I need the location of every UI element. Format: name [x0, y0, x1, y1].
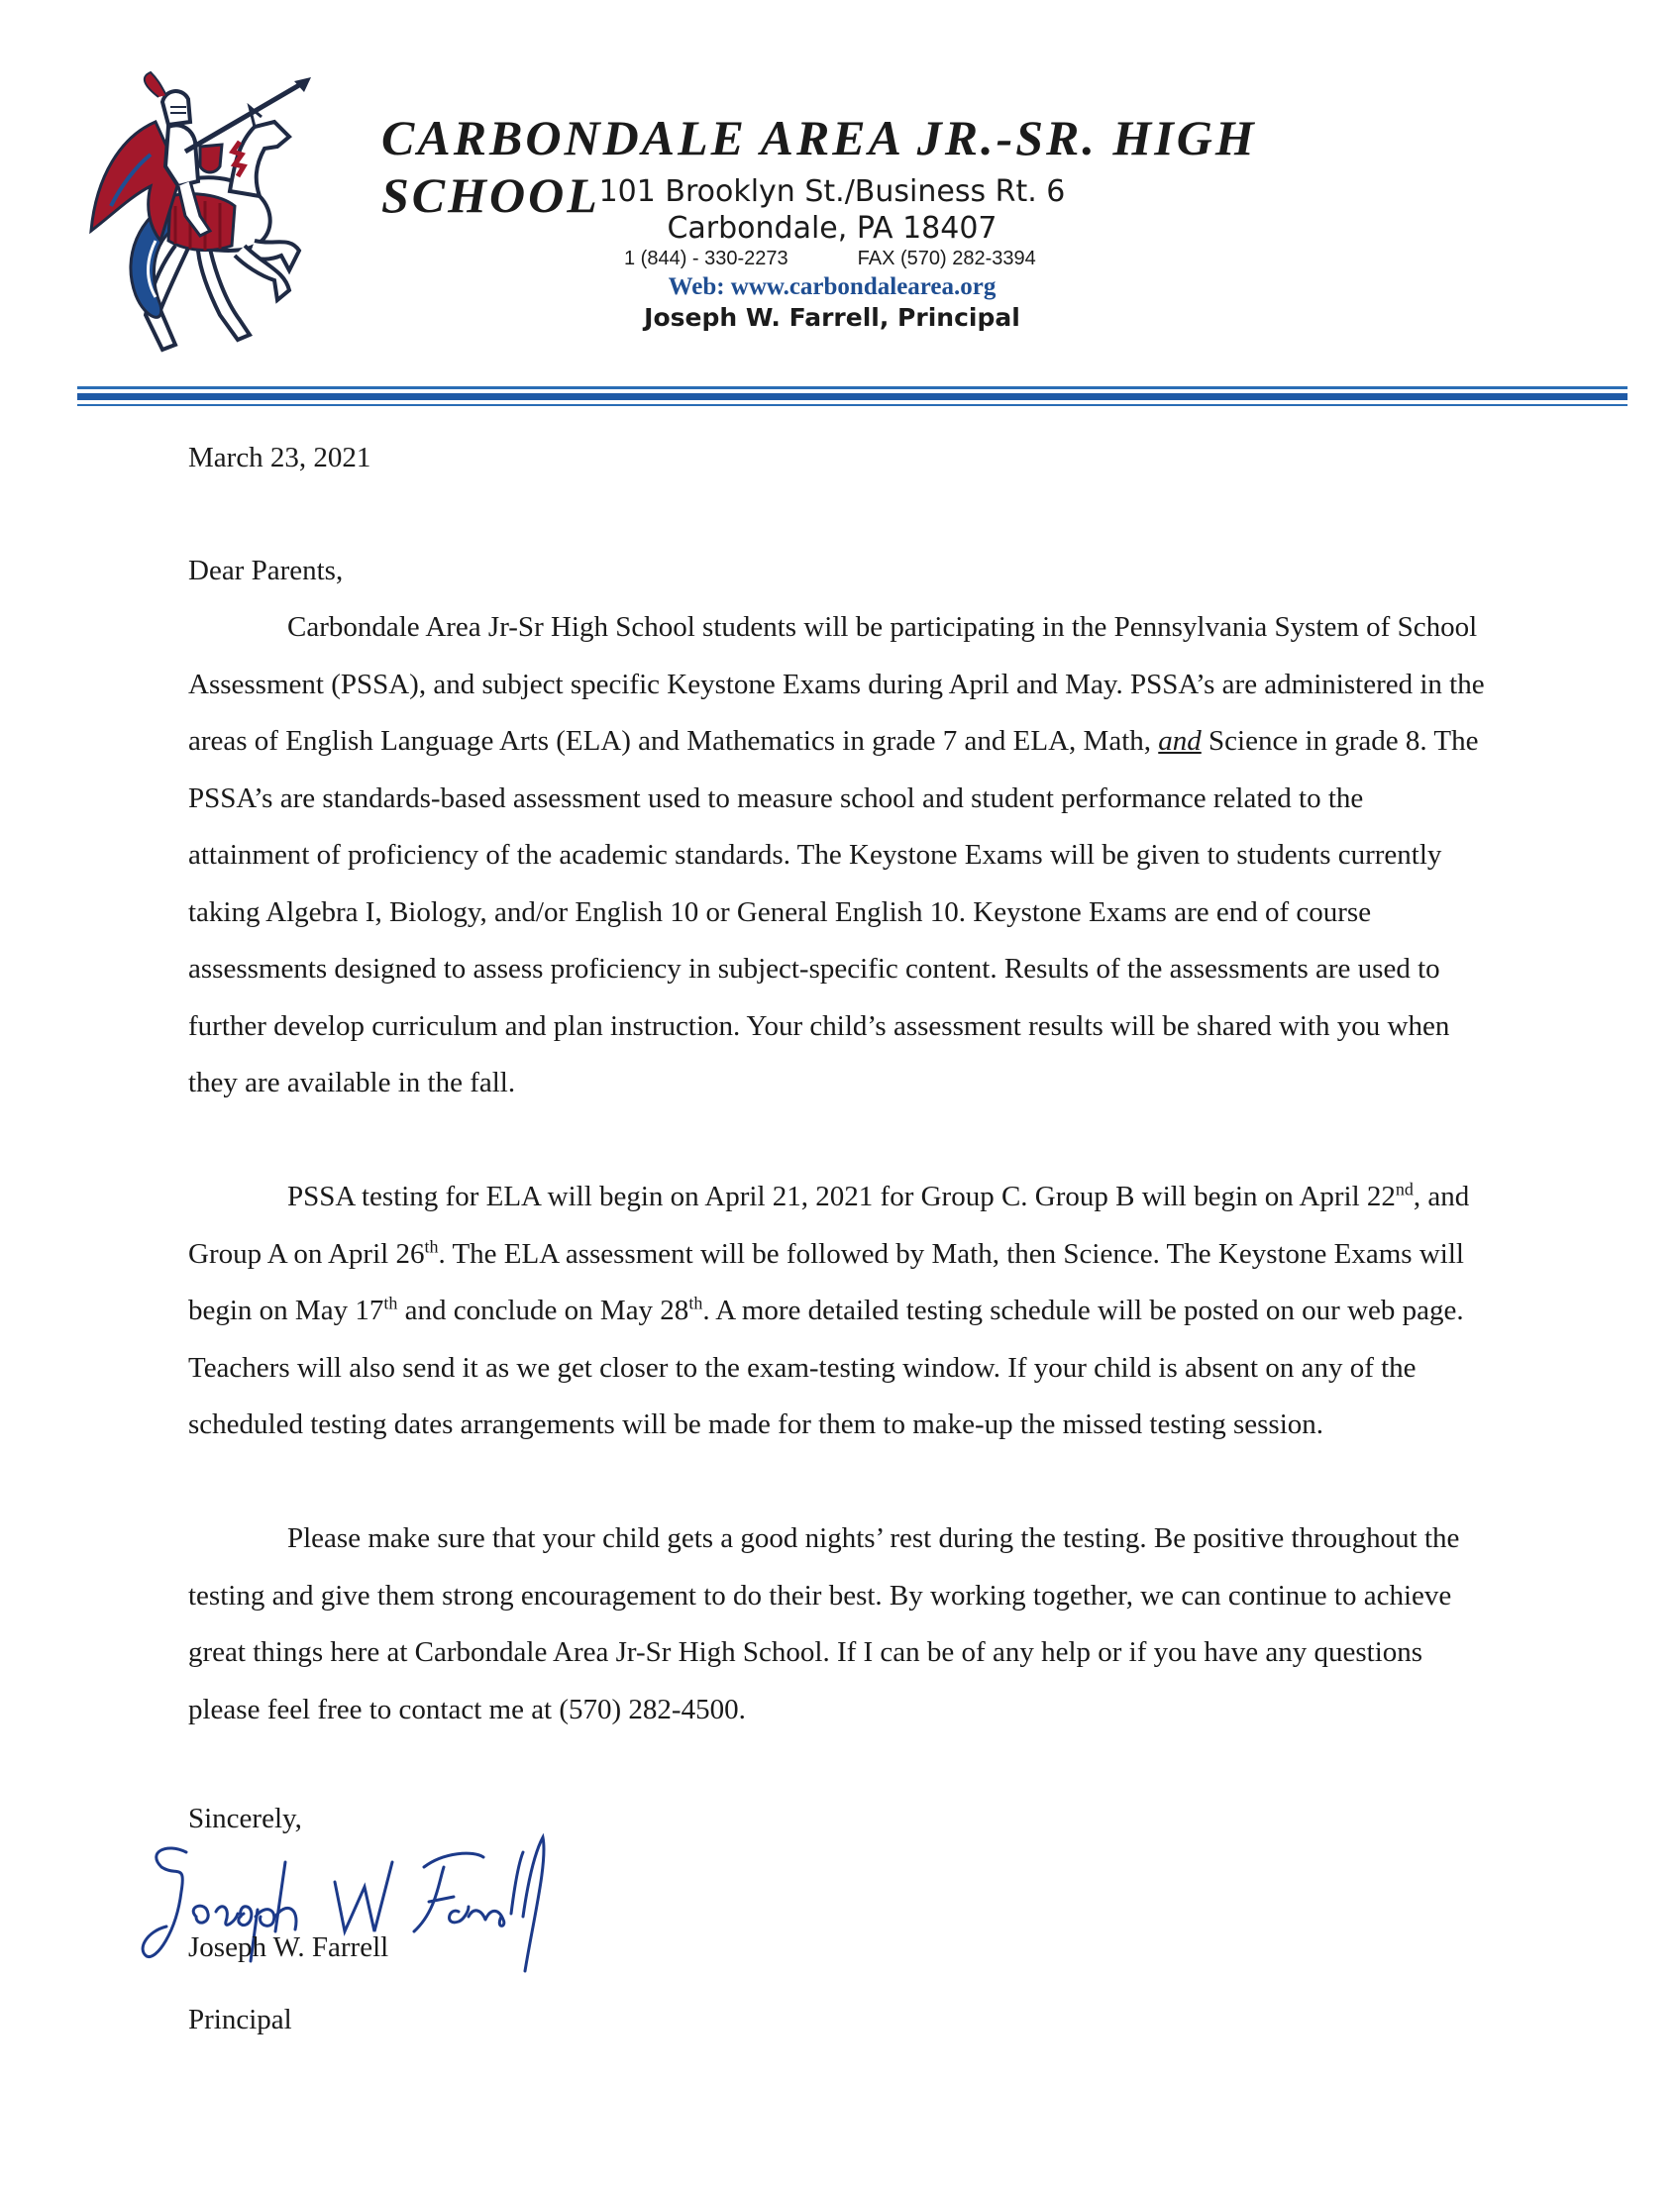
- signer-title: Principal: [188, 2004, 292, 2035]
- paragraph-assessment-overview: Carbondale Area Jr-Sr High School students will be participating in the Pennsylvania System of School Assessment (PSSA), and subject specific Keystone Exams during April and May. PSSA’s are administered in the areas of English Language Arts (ELA) and Mathematics in grade 7 and ELA, Math, and Science in grade 8. The PSSA’s are standards-based assessment used to measure school and student performance related to the attainment of proficiency of the academic standards. The Keystone Exams will be given to students currently taking Algebra I, Biology, and/or English 10 or General English 10. Keystone Exams are end of course assessments designed to assess proficiency in subject-specific content. Results of the assessments are used to further develop curriculum and plan instruction. Your child’s assessment results will be shared with you when they are available in the fall.: [188, 611, 1485, 1098]
- header-divider-middle: [77, 393, 1628, 400]
- fax-number: FAX (570) 282-3394: [857, 248, 1036, 269]
- signer-name: Joseph W. Farrell: [188, 1931, 389, 1963]
- header-principal: Joseph W. Farrell, Principal: [644, 303, 1020, 332]
- paragraph-testing-schedule: PSSA testing for ELA will begin on April 21, 2021 for Group C. Group B will begin on April 22nd, and Group A on April 26th. The ELA assessment will be followed by Math, then Science. The Keystone Exams will begin on May 17th and conclude on May 28th. A more detailed testing schedule will be posted on our web page. Teachers will also send it as we get closer to the exam-testing window. If your child is absent on any of the scheduled testing dates arrangements will be made for them to make-up the missed testing session.: [188, 1179, 1470, 1440]
- paragraph-encouragement: Please make sure that your child gets a good nights’ rest during the testing. Be positive throughout the testing and give them strong encouragement to do their best. By working together, we can continue to achieve great things here at Carbondale Area Jr-Sr High School. If I can be of any help or if you have any questions please feel free to contact me at (570) 282-4500.: [188, 1522, 1460, 1725]
- header-divider-top: [77, 386, 1628, 389]
- letter-closing: Sincerely,: [188, 1803, 302, 1834]
- phone-number: 1 (844) - 330-2273: [624, 248, 788, 269]
- website-line: Web: www.carbondalearea.org: [668, 273, 997, 300]
- header-divider-bottom: [77, 404, 1628, 406]
- address-line-1: 101 Brooklyn St./Business Rt. 6: [598, 174, 1066, 209]
- address-line-2: Carbondale, PA 18407: [667, 211, 998, 246]
- letter-date: March 23, 2021: [188, 442, 371, 473]
- letter-greeting: Dear Parents,: [188, 555, 344, 586]
- school-logo-knight-icon: [52, 67, 319, 364]
- school-name: CARBONDALE AREA JR.-SR. HIGH SCHOOL: [381, 110, 1257, 223]
- contact-numbers: [624, 248, 1036, 270]
